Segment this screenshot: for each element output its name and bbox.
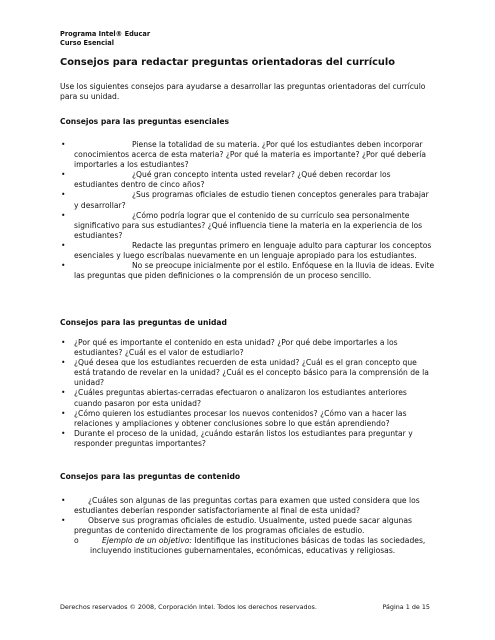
list-item: • Durante el proceso de la unidad, ¿cuándo estarán listos los estudiantes para preguntar y responder preguntas importantes? — [61, 428, 413, 448]
bullet-icon: • — [61, 358, 66, 368]
bullet-icon: • — [61, 516, 66, 526]
bullet-icon: • — [61, 210, 66, 220]
bullet-icon: • — [61, 496, 66, 505]
list-esenciales — [60, 140, 435, 281]
bullet-icon: • — [61, 261, 66, 271]
list-item: • Piense la totalidad de su materia. ¿Por qué los estudiantes deben incorporar conocimientos acerca de esta materia? ¿Por qué la materia es importante? ¿Por qué debería importarles a los estudiantes? — [61, 140, 427, 170]
header-program: Programa Intel® Educar — [60, 30, 151, 38]
circle-bullet-icon: o — [74, 536, 79, 546]
footer-page-number: Página 1 de 15 — [382, 603, 430, 611]
footer-copyright: Derechos reservados © 2008, Corporación Intel. Todos los derechos reservados. — [60, 603, 317, 611]
intro-paragraph: Use los siguientes consejos para ayudarse a desarrollar las preguntas orientadoras del currículo para su unidad. — [60, 82, 426, 102]
example-text: Identifique las instituciones básicas de todas las sociedades, incluyendo instituciones gubernamentales, económicas, educativas y religiosas. — [90, 536, 426, 556]
bullet-icon: • — [61, 190, 66, 200]
list-contenido — [60, 496, 435, 557]
page-header — [60, 30, 150, 48]
bullet-icon: • — [61, 408, 66, 418]
list-item: • Redacte las preguntas primero en lenguaje adulto para capturar los conceptos esenciales y luego escríbalas nuevamente en un lenguaje apropiado para los estudiantes. — [61, 240, 432, 261]
list-subitem — [60, 536, 435, 556]
list-unidad — [60, 338, 435, 449]
list-item: • ¿Qué gran concepto intenta usted revelar? ¿Qué deben recordar los estudiantes dentro de cinco años? — [61, 170, 391, 190]
document-title: Consejos para redactar preguntas orientadoras del currículo — [60, 57, 395, 68]
list-item: • ¿Por qué es importante el contenido en esta unidad? ¿Por qué debe importarles a los estudiantes? ¿Cuál es el valor de estudiarlo? — [61, 338, 398, 358]
header-course: Curso Esencial — [60, 39, 115, 47]
list-item: • ¿Cómo podría lograr que el contenido de su currículo sea personalmente significativo para sus estudiantes? ¿Qué influencia tiene la materia en la experiencia de los estudiantes? — [61, 210, 423, 240]
section-heading-contenido: Consejos para las preguntas de contenido — [60, 472, 241, 481]
bullet-icon: • — [61, 428, 66, 438]
bullet-icon: • — [61, 338, 66, 347]
list-item: • ¿Cuáles preguntas abiertas-cerradas efectuaron o analizaron los estudiantes anteriores cuando pasaron por esta unidad? — [61, 388, 407, 408]
list-item: • ¿Cuáles son algunas de las preguntas cortas para examen que usted considera que los estudiantes deberían responder satisfactoriamente al final de esta unidad? — [61, 496, 420, 516]
page-footer — [60, 603, 430, 611]
example-label: Ejemplo de un objetivo: — [102, 536, 192, 546]
list-item: • ¿Sus programas oficiales de estudio tienen conceptos generales para trabajar y desarrollar? — [61, 190, 429, 210]
bullet-icon: • — [61, 388, 66, 398]
list-item: • ¿Cómo quieren los estudiantes procesar los nuevos contenidos? ¿Cómo van a hacer las relaciones y ampliaciones y obtener conclusiones sobre lo que están aprendiendo? — [61, 408, 407, 428]
list-item: • Observe sus programas oficiales de estudio. Usualmente, usted puede sacar algunas preguntas de contenido directamente de los programas oficiales de estudio. — [61, 516, 412, 536]
list-item: • ¿Qué desea que los estudiantes recuerden de esta unidad? ¿Cuál es el gran concepto que está tratando de revelar en la unidad? ¿Cuál es el concepto básico para la comprensión de la unidad? — [61, 358, 429, 388]
list-item: • No se preocupe inicialmente por el estilo. Enfóquese en la lluvia de ideas. Evite las preguntas que piden definiciones o la comprensión de un proceso sencillo. — [61, 261, 435, 281]
bullet-icon: • — [61, 240, 66, 250]
section-heading-unidad: Consejos para las preguntas de unidad — [60, 318, 227, 327]
section-heading-esenciales: Consejos para las preguntas esenciales — [60, 117, 230, 126]
bullet-icon: • — [61, 140, 66, 149]
bullet-icon: • — [61, 170, 66, 180]
